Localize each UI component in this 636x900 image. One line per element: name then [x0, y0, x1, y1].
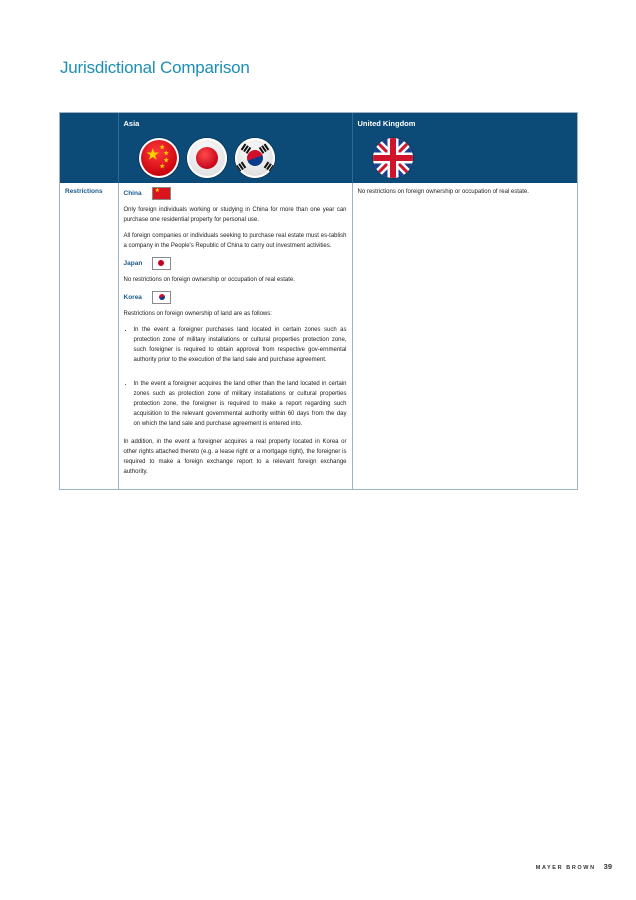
japan-flag-icon	[187, 138, 227, 178]
china-paragraph-2: All foreign companies or individuals seeking to purchase real estate must es-tablish a company in the People's Republic of China to carry out investment activities.	[123, 233, 347, 249]
korea-intro: Restrictions on foreign ownership of land are as follows:	[123, 311, 272, 317]
korea-mini-flag-icon	[152, 291, 171, 304]
uk-restrictions-cell: No restrictions on foreign ownership or occupation of real estate.	[352, 183, 577, 489]
china-heading	[124, 187, 347, 200]
list-item: • In the event a foreigner purchases land located in certain zones such as protection zone of military installations or cultural properties protection zone, such foreigner is required to obtain approval from respective gov-ernmental authority prior to the execution of the land sale and purchase agreement.	[134, 325, 347, 365]
korea-bullet-list	[124, 325, 347, 429]
china-label: China	[123, 189, 142, 197]
korea-label: Korea	[123, 293, 142, 301]
japan-label: Japan	[123, 259, 143, 267]
uk-flags	[373, 138, 573, 178]
uk-flag-icon	[373, 138, 413, 178]
page-title: Jurisdictional Comparison	[60, 58, 250, 77]
table-header-row	[60, 113, 577, 183]
china-mini-flag-icon: ★	[152, 187, 171, 200]
japan-heading	[124, 257, 347, 270]
asia-flags	[139, 138, 347, 178]
header-uk-label: United Kingdom	[357, 119, 416, 128]
japan-paragraph-1: No restrictions on foreign ownership or occupation of real estate.	[123, 277, 295, 283]
japan-mini-flag-icon	[152, 257, 171, 270]
asia-restrictions-cell	[118, 183, 352, 489]
header-asia	[118, 113, 352, 183]
page-footer	[536, 862, 612, 871]
china-flag-icon: ★ ★ ★ ★ ★	[139, 138, 179, 178]
page-number: 39	[603, 862, 612, 871]
header-label-cell	[60, 113, 118, 183]
korea-heading	[124, 291, 347, 304]
brand-name: MAYER BROWN	[535, 865, 596, 871]
comparison-table	[59, 112, 578, 490]
table-row	[60, 183, 577, 489]
korea-closing: In addition, in the event a foreigner acquires a real property located in Korea or other rights attached thereto (e.g. a lease right or a mortgage right), the foreigner is required to make a foreign exchange report to a relevant foreign exchange authority.	[123, 439, 347, 475]
china-paragraph-1: Only foreign individuals working or studying in China for more than one year can purchase one residential property for personal use.	[123, 207, 347, 223]
row-label-restrictions: Restrictions	[65, 188, 103, 195]
header-uk	[352, 113, 577, 183]
korea-flag-icon	[235, 138, 275, 178]
header-asia-label: Asia	[123, 119, 140, 128]
list-item: • In the event a foreigner acquires the land other than the land located in certain zones such as protection zone of military installations or cultural properties protection zone, the foreigner is required to make a report regarding such acquisition to the relevant governmental authority within 60 days from the day on which the land sale and purchase agreement is entered into.	[134, 379, 347, 429]
